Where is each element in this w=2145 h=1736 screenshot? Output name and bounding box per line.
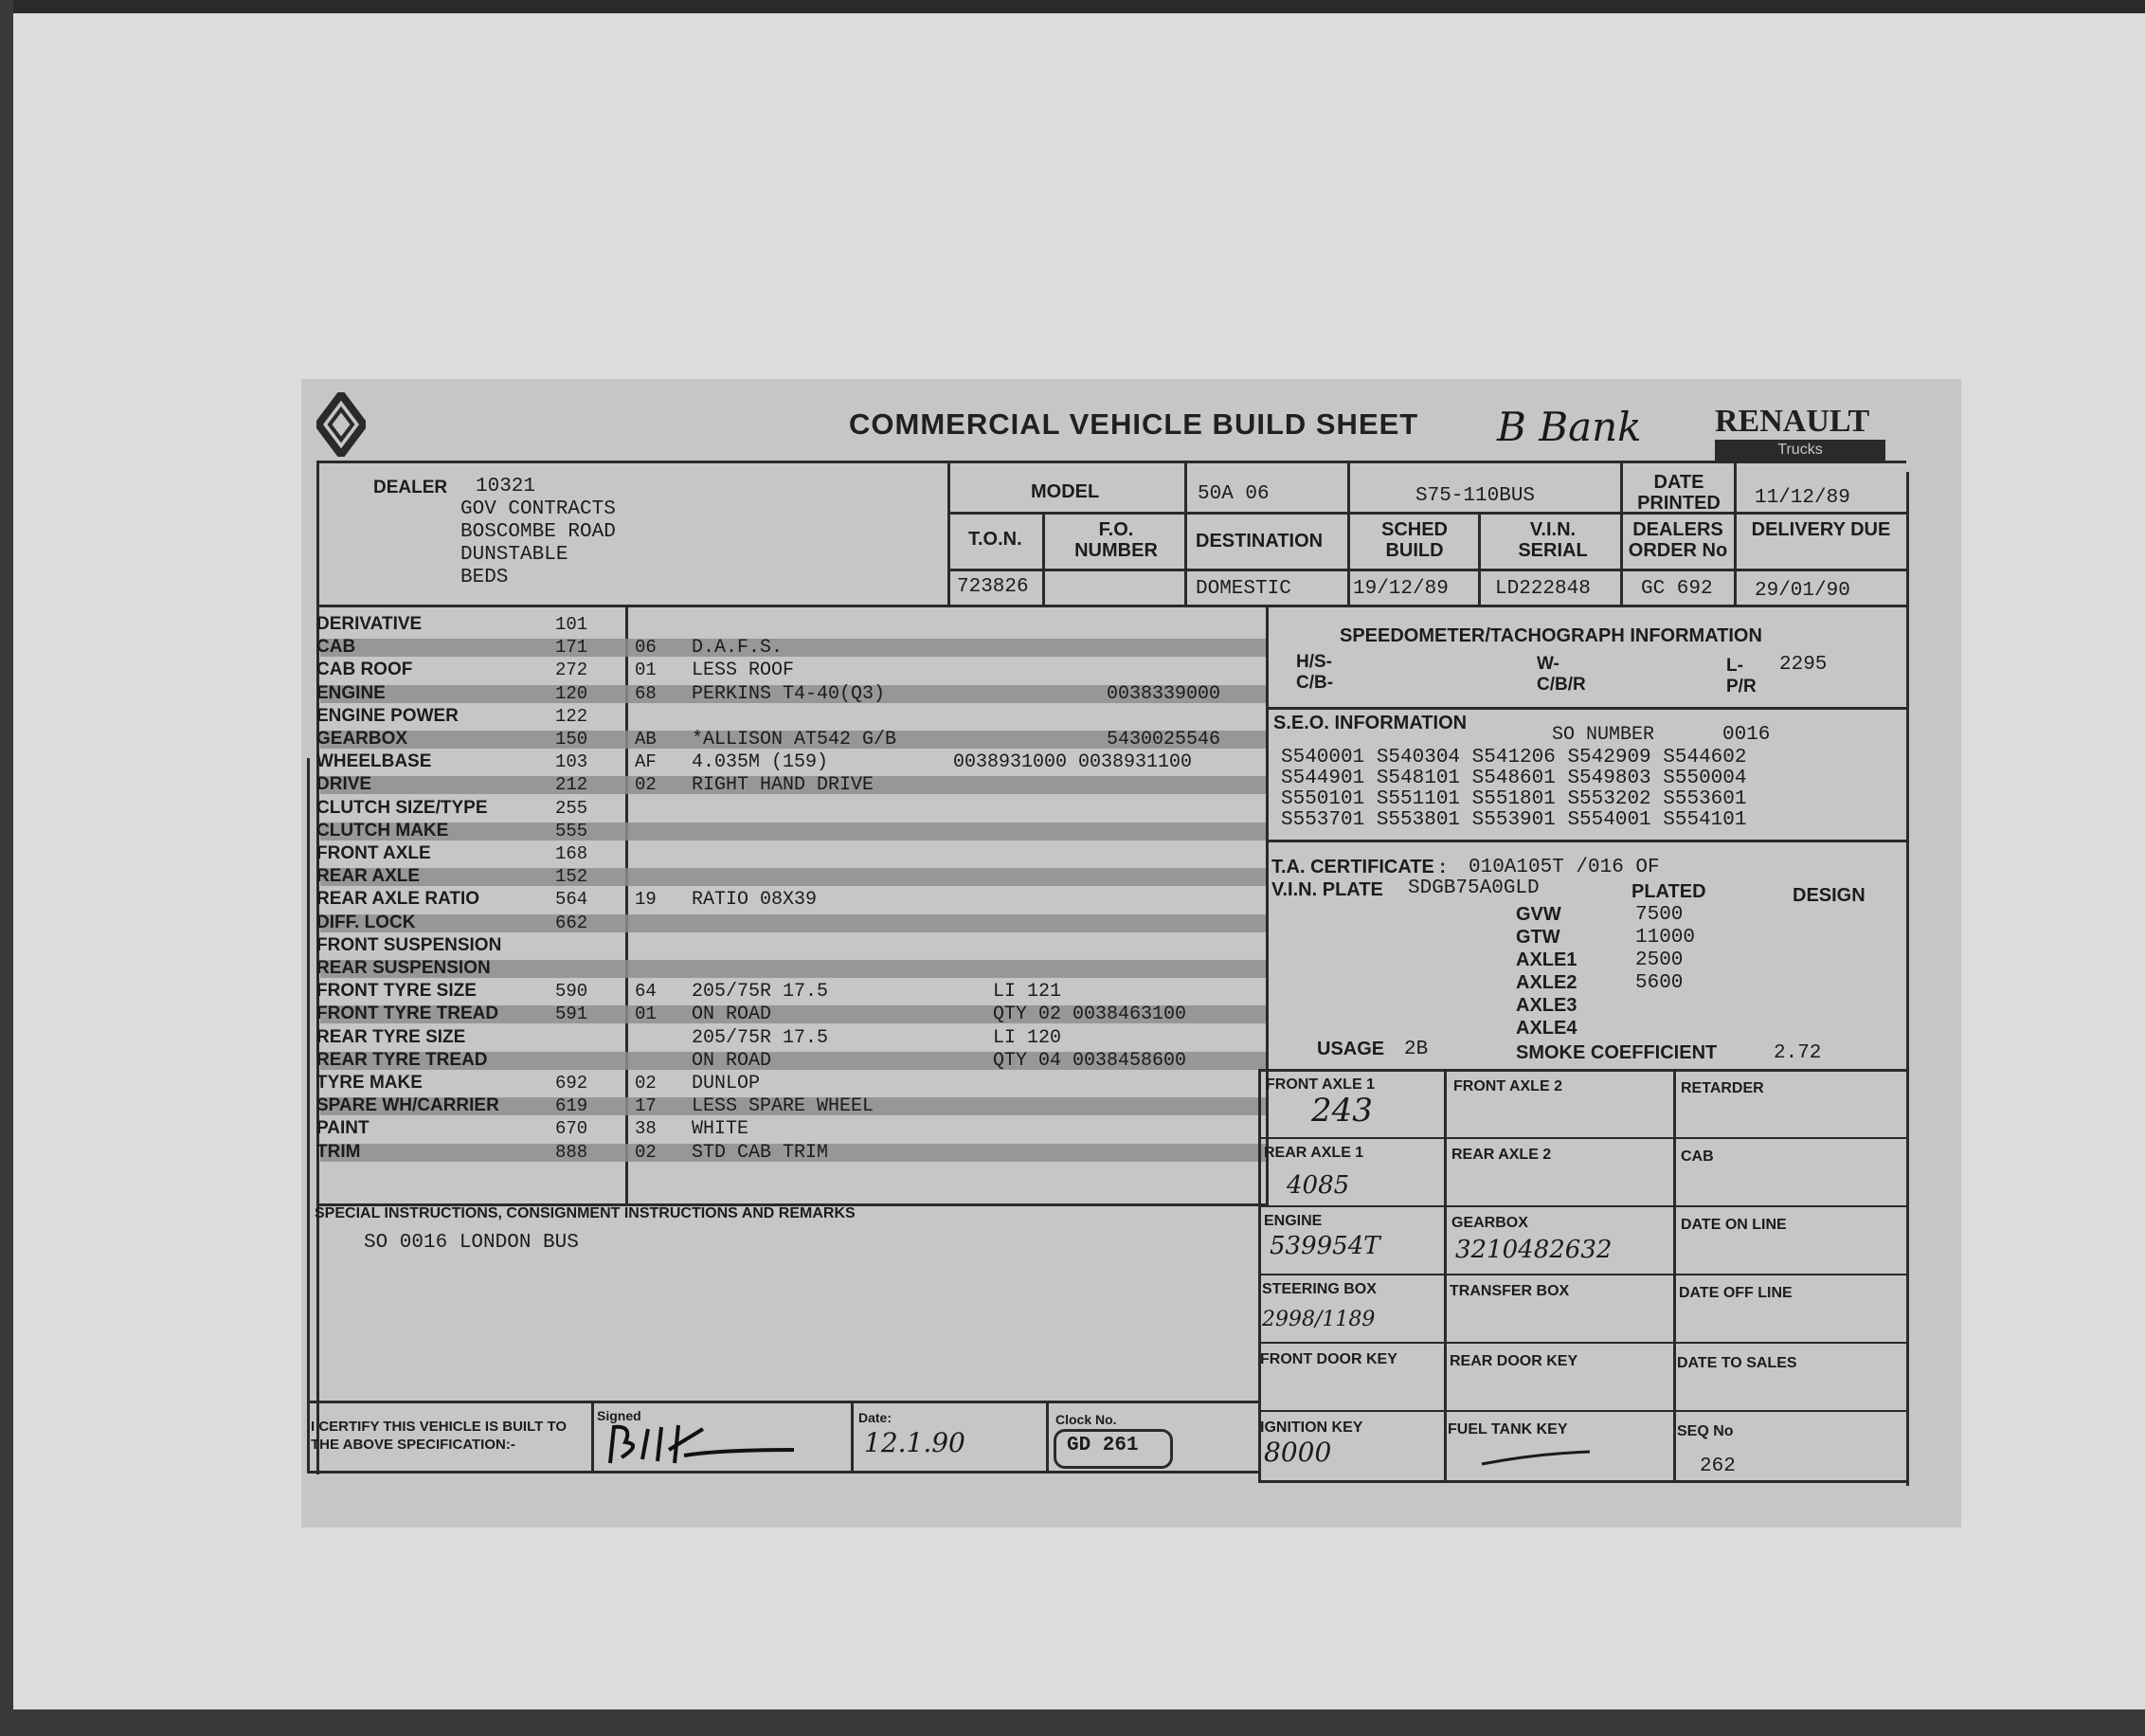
spec-row-description: STD CAB TRIM bbox=[692, 1141, 829, 1164]
spec-row-name: REAR AXLE RATIO bbox=[316, 889, 480, 910]
ignition-key-label: IGNITION KEY bbox=[1260, 1420, 1363, 1436]
date-printed: 11/12/89 bbox=[1755, 487, 1850, 509]
spec-row-extra: LI 121 bbox=[993, 981, 1062, 1004]
hdr-vline-4 bbox=[1347, 462, 1350, 606]
remarks-text: SO 0016 LONDON BUS bbox=[364, 1232, 579, 1254]
front-axle-1-value: 243 bbox=[1311, 1092, 1373, 1130]
spec-row-option: AF bbox=[635, 751, 657, 773]
grid-vline-3 bbox=[1673, 1069, 1676, 1482]
spec-row-stripe bbox=[320, 820, 1266, 841]
fuel-tank-key-label: FUEL TANK KEY bbox=[1448, 1421, 1568, 1438]
front-door-key-label: FRONT DOOR KEY bbox=[1260, 1351, 1397, 1367]
weight-name: AXLE2 bbox=[1516, 972, 1577, 993]
model-name: S75-110BUS bbox=[1415, 485, 1536, 507]
dealer-code: 10321 bbox=[476, 476, 536, 497]
spec-row-name: ENGINE bbox=[316, 682, 386, 703]
grid-vline-2 bbox=[1444, 1069, 1447, 1482]
fuel-tank-key-mark bbox=[1480, 1450, 1594, 1467]
scan-border-left bbox=[0, 0, 13, 1736]
weight-plated-value: 11000 bbox=[1635, 927, 1696, 949]
engine-value: 539954T bbox=[1270, 1232, 1380, 1260]
speedo-title: SPEEDOMETER/TACHOGRAPH INFORMATION bbox=[1340, 625, 1762, 646]
date-label: Date: bbox=[858, 1410, 892, 1425]
spec-row-description: RIGHT HAND DRIVE bbox=[692, 774, 874, 797]
remarks-label: SPECIAL INSTRUCTIONS, CONSIGNMENT INSTRUCTIONS AND REMARKS bbox=[315, 1205, 856, 1221]
so-number: 0016 bbox=[1722, 724, 1771, 746]
vin-plate-label: V.I.N. PLATE bbox=[1271, 879, 1383, 900]
rear-axle-1-label: REAR AXLE 1 bbox=[1264, 1145, 1364, 1161]
dealer-line-1: GOV CONTRACTS bbox=[460, 498, 616, 520]
grid-bottom bbox=[1258, 1480, 1906, 1483]
speedo-cbr: C/B/R bbox=[1537, 675, 1586, 695]
grid-top bbox=[1258, 1069, 1906, 1072]
speedo-bottom bbox=[1266, 707, 1906, 710]
fo-label: F.O. NUMBER bbox=[1074, 519, 1158, 561]
footer-vline-1 bbox=[591, 1401, 594, 1473]
seo-bottom bbox=[1266, 840, 1906, 842]
spec-row-code: 255 bbox=[555, 797, 588, 819]
ta-cert-value: 010A105T /016 OF bbox=[1469, 857, 1660, 878]
spec-row-description: LESS ROOF bbox=[692, 660, 795, 682]
seo-row-2: S544901 S548101 S548601 S549803 S550004 bbox=[1281, 768, 1747, 789]
spec-row-description: ON ROAD bbox=[692, 1004, 772, 1026]
dealers-order-value: GC 692 bbox=[1641, 578, 1713, 600]
scan-border-top bbox=[0, 0, 2145, 13]
design-label: DESIGN bbox=[1793, 885, 1866, 906]
date-off-line-label: DATE OFF LINE bbox=[1679, 1285, 1793, 1301]
weight-name: GTW bbox=[1516, 927, 1560, 948]
retarder-label: RETARDER bbox=[1681, 1080, 1764, 1096]
hdr-vline-2 bbox=[1042, 512, 1045, 606]
spec-row-code: 888 bbox=[555, 1141, 588, 1163]
rear-axle-2-label: REAR AXLE 2 bbox=[1451, 1147, 1552, 1163]
renault-brand: RENAULT bbox=[1715, 404, 1870, 439]
dealer-line-4: BEDS bbox=[460, 567, 509, 588]
seo-title: S.E.O. INFORMATION bbox=[1273, 713, 1468, 733]
spec-row-name: WHEELBASE bbox=[316, 751, 432, 772]
spec-row-code: 670 bbox=[555, 1118, 588, 1140]
seq-value: 262 bbox=[1700, 1456, 1736, 1477]
spec-right-vline bbox=[1266, 605, 1269, 1205]
spec-row-stripe bbox=[320, 637, 1266, 660]
grid-hline-3 bbox=[1258, 1274, 1906, 1275]
steering-box-label: STEERING BOX bbox=[1262, 1281, 1377, 1297]
spec-row-name: ENGINE POWER bbox=[316, 705, 459, 726]
hdr-vline-3 bbox=[1184, 462, 1187, 606]
spec-row-description: WHITE bbox=[692, 1118, 749, 1141]
so-number-label: SO NUMBER bbox=[1552, 724, 1655, 746]
spec-row-name: GEARBOX bbox=[316, 729, 408, 749]
date-to-sales-label: DATE TO SALES bbox=[1677, 1355, 1797, 1371]
weight-plated-value: 7500 bbox=[1635, 904, 1684, 926]
spec-row-name: CLUTCH MAKE bbox=[316, 820, 449, 841]
spec-row-option: 01 bbox=[635, 660, 657, 681]
spec-row-name: PAINT bbox=[316, 1118, 370, 1139]
spec-row-code: 590 bbox=[555, 981, 588, 1003]
dealer-line-2: BOSCOMBE ROAD bbox=[460, 521, 616, 543]
signed-label: Signed bbox=[597, 1408, 641, 1423]
spec-row-code: 101 bbox=[555, 614, 588, 635]
spec-row-name: TYRE MAKE bbox=[316, 1073, 423, 1093]
grid-hline-4 bbox=[1258, 1342, 1906, 1344]
usage-label: USAGE bbox=[1317, 1039, 1385, 1059]
spec-row-name: CLUTCH SIZE/TYPE bbox=[316, 797, 488, 818]
sheet-title: COMMERCIAL VEHICLE BUILD SHEET bbox=[849, 407, 1419, 441]
hdr-vline-5 bbox=[1478, 512, 1481, 606]
weight-name: AXLE3 bbox=[1516, 995, 1577, 1016]
date-value: 12.1.90 bbox=[864, 1427, 965, 1458]
steering-box-value: 2998/1189 bbox=[1262, 1308, 1376, 1331]
spec-row-description: 4.035M (159) bbox=[692, 751, 829, 774]
date-printed-label: DATE PRINTED bbox=[1637, 472, 1721, 514]
speedo-pr: P/R bbox=[1726, 677, 1757, 696]
build-sheet bbox=[301, 379, 1961, 1528]
spec-row-stripe bbox=[320, 868, 1266, 886]
footer-vline-3 bbox=[1046, 1402, 1049, 1473]
hdr-hline-2 bbox=[947, 569, 1906, 571]
spec-row-option: 02 bbox=[635, 1141, 657, 1163]
spec-row-option: 19 bbox=[635, 889, 657, 911]
spec-row-option: 68 bbox=[635, 682, 657, 704]
spec-row-code: 212 bbox=[555, 774, 588, 796]
spec-row-extra: 0038931000 0038931100 bbox=[953, 751, 1193, 774]
speedo-hs: H/S- bbox=[1296, 652, 1332, 672]
grid-hline-2 bbox=[1258, 1205, 1906, 1207]
speedo-l: L- bbox=[1726, 656, 1743, 676]
speedo-l-value: 2295 bbox=[1779, 654, 1828, 676]
spec-row-extra: 0038339000 bbox=[1107, 682, 1221, 705]
spec-row-extra: 5430025546 bbox=[1107, 729, 1221, 750]
spec-row-name: DRIVE bbox=[316, 774, 372, 795]
spec-row-name: FRONT SUSPENSION bbox=[316, 934, 502, 955]
handwritten-name: B Bank bbox=[1497, 404, 1642, 450]
spec-row-extra: LI 120 bbox=[993, 1026, 1062, 1049]
gearbox-label: GEARBOX bbox=[1451, 1215, 1528, 1231]
footer-vline-2 bbox=[851, 1402, 854, 1473]
spec-row-description: DUNLOP bbox=[692, 1073, 761, 1094]
spec-row-name: FRONT AXLE bbox=[316, 843, 431, 863]
dealer-line-3: DUNSTABLE bbox=[460, 544, 568, 566]
date-on-line-label: DATE ON LINE bbox=[1681, 1217, 1787, 1233]
spec-row-description: PERKINS T4-40(Q3) bbox=[692, 682, 886, 705]
sched-value: 19/12/89 bbox=[1353, 578, 1449, 600]
spec-row-description: LESS SPARE WHEEL bbox=[692, 1095, 874, 1118]
spec-row-name: FRONT TYRE TREAD bbox=[316, 1004, 499, 1024]
destination-label: DESTINATION bbox=[1196, 531, 1324, 552]
scan-border-bottom bbox=[0, 1709, 2145, 1736]
spec-row-name: DIFF. LOCK bbox=[316, 912, 416, 932]
spec-row-option: 64 bbox=[635, 981, 657, 1003]
ton-label: T.O.N. bbox=[968, 529, 1022, 550]
seo-row-4: S553701 S553801 S553901 S554001 S554101 bbox=[1281, 809, 1747, 831]
model-code: 50A 06 bbox=[1198, 483, 1270, 505]
spec-row-code: 120 bbox=[555, 682, 588, 704]
spec-row-option: 01 bbox=[635, 1004, 657, 1025]
seo-row-1: S540001 S540304 S541206 S542909 S544602 bbox=[1281, 747, 1747, 769]
spec-row-name: CAB ROOF bbox=[316, 660, 413, 680]
spec-row-option: 06 bbox=[635, 637, 657, 659]
renault-trucks-bar: Trucks bbox=[1715, 440, 1885, 461]
transfer-box-label: TRANSFER BOX bbox=[1450, 1283, 1570, 1299]
grid-hline-1 bbox=[1258, 1137, 1906, 1139]
smoke-label: SMOKE COEFFICIENT bbox=[1516, 1042, 1718, 1063]
spec-row-stripe bbox=[320, 914, 1266, 932]
spec-row-description: *ALLISON AT542 G/B bbox=[692, 729, 897, 750]
ignition-key-value: 8000 bbox=[1264, 1437, 1332, 1468]
footer-bottom bbox=[307, 1471, 1258, 1474]
spec-row-code: 168 bbox=[555, 843, 588, 864]
weight-plated-value: 2500 bbox=[1635, 949, 1684, 971]
dealers-order-label: DEALERS ORDER No bbox=[1628, 519, 1728, 561]
hdr-bottom bbox=[316, 605, 1906, 607]
usage-value: 2B bbox=[1404, 1039, 1429, 1060]
spec-row-name: SPARE WH/CARRIER bbox=[316, 1095, 499, 1116]
grid-hline-5 bbox=[1258, 1410, 1906, 1412]
spec-row-code: 152 bbox=[555, 866, 588, 888]
destination-value: DOMESTIC bbox=[1196, 578, 1291, 600]
footer-top bbox=[307, 1401, 1258, 1403]
spec-row-description: 205/75R 17.5 bbox=[692, 1026, 829, 1049]
hdr-hline-1 bbox=[947, 512, 1906, 515]
plated-label: PLATED bbox=[1631, 881, 1706, 902]
certify-text: I CERTIFY THIS VEHICLE IS BUILT TO THE ABOVE SPECIFICATION:- bbox=[311, 1419, 568, 1453]
spec-row-description: D.A.F.S. bbox=[692, 637, 784, 660]
dealer-label: DEALER bbox=[373, 478, 448, 497]
spec-row-code: 272 bbox=[555, 660, 588, 681]
seo-row-3: S550101 S551101 S551801 S553202 S553601 bbox=[1281, 788, 1747, 810]
cab-label: CAB bbox=[1681, 1148, 1714, 1165]
frame-right bbox=[1906, 472, 1909, 1486]
spec-row-code: 662 bbox=[555, 912, 588, 933]
spec-row-name: REAR TYRE TREAD bbox=[316, 1049, 488, 1070]
model-label: MODEL bbox=[1031, 481, 1100, 502]
engine-label: ENGINE bbox=[1264, 1213, 1323, 1229]
speedo-cb: C/B- bbox=[1296, 673, 1334, 693]
spec-row-extra: QTY 02 0038463100 bbox=[993, 1004, 1187, 1026]
spec-row-name: FRONT TYRE SIZE bbox=[316, 981, 477, 1002]
spec-row-code: 122 bbox=[555, 705, 588, 727]
spec-row-code: 555 bbox=[555, 820, 588, 841]
smoke-value: 2.72 bbox=[1774, 1042, 1822, 1064]
rear-axle-1-value: 4085 bbox=[1287, 1171, 1350, 1200]
delivery-due-value: 29/01/90 bbox=[1755, 580, 1850, 602]
ta-cert-label: T.A. CERTIFICATE : bbox=[1271, 857, 1447, 877]
spec-row-option: 38 bbox=[635, 1118, 657, 1140]
weight-name: AXLE1 bbox=[1516, 949, 1577, 970]
spec-row-code: 171 bbox=[555, 637, 588, 659]
signature bbox=[604, 1421, 803, 1471]
hdr-vline-1 bbox=[947, 462, 950, 605]
hdr-vline-7 bbox=[1734, 462, 1737, 606]
sched-label: SCHED BUILD bbox=[1380, 519, 1448, 561]
vin-serial-value: LD222848 bbox=[1495, 578, 1591, 600]
gearbox-value: 3210482632 bbox=[1455, 1236, 1613, 1264]
spec-row-description: RATIO 08X39 bbox=[692, 889, 818, 912]
delivery-due-label: DELIVERY DUE bbox=[1751, 519, 1891, 540]
spec-row-description: ON ROAD bbox=[692, 1049, 772, 1072]
clock-label: Clock No. bbox=[1055, 1412, 1117, 1427]
renault-logo-icon bbox=[316, 392, 366, 457]
spec-row-name: CAB bbox=[316, 637, 356, 658]
spec-row-description: 205/75R 17.5 bbox=[692, 981, 829, 1004]
front-axle-2-label: FRONT AXLE 2 bbox=[1453, 1078, 1562, 1094]
vin-plate-value: SDGB75A0GLD bbox=[1408, 877, 1540, 899]
spec-row-code: 564 bbox=[555, 889, 588, 911]
front-axle-1-label: FRONT AXLE 1 bbox=[1266, 1076, 1375, 1093]
weight-plated-value: 5600 bbox=[1635, 972, 1684, 994]
hdr-vline-6 bbox=[1620, 462, 1623, 606]
spec-row-option: AB bbox=[635, 729, 657, 750]
spec-row-name: REAR SUSPENSION bbox=[316, 958, 491, 978]
speedo-w: W- bbox=[1537, 654, 1559, 674]
spec-row-name: TRIM bbox=[316, 1141, 361, 1162]
weight-name: GVW bbox=[1516, 904, 1561, 925]
weight-name: AXLE4 bbox=[1516, 1018, 1577, 1039]
vin-serial-label: V.I.N. SERIAL bbox=[1518, 519, 1588, 561]
spec-row-extra: QTY 04 0038458600 bbox=[993, 1049, 1187, 1072]
footer-left bbox=[307, 758, 310, 1473]
frame-top bbox=[316, 461, 1906, 463]
spec-row-option: 02 bbox=[635, 1073, 657, 1094]
spec-row-option: 17 bbox=[635, 1095, 657, 1117]
spec-row-name: DERIVATIVE bbox=[316, 614, 423, 634]
spec-row-code: 619 bbox=[555, 1095, 588, 1117]
spec-row-name: REAR TYRE SIZE bbox=[316, 1026, 466, 1047]
spec-row-name: REAR AXLE bbox=[316, 866, 421, 887]
seq-label: SEQ No bbox=[1677, 1423, 1734, 1439]
rear-door-key-label: REAR DOOR KEY bbox=[1450, 1353, 1578, 1369]
spec-row-code: 103 bbox=[555, 751, 588, 773]
clock-value: GD 261 bbox=[1067, 1435, 1139, 1456]
spec-row-code: 150 bbox=[555, 729, 588, 750]
spec-row-option: 02 bbox=[635, 774, 657, 796]
spec-row-code: 591 bbox=[555, 1004, 588, 1025]
ton-value: 723826 bbox=[957, 576, 1029, 598]
spec-row-code: 692 bbox=[555, 1073, 588, 1094]
